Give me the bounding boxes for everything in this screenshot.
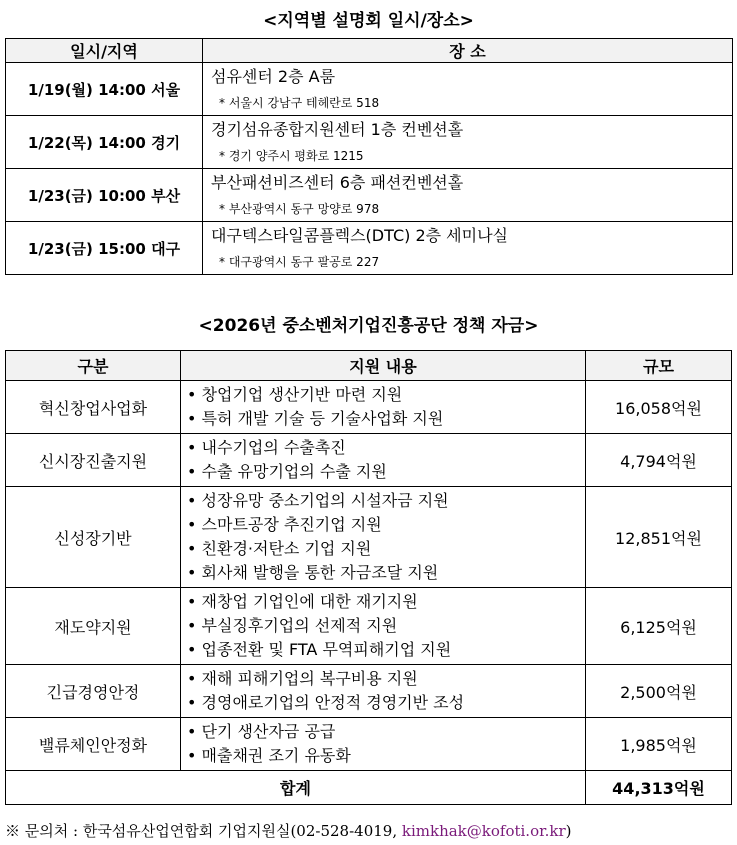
support-item: • 회사채 발행을 통한 자금조달 지원: [187, 561, 585, 585]
fund-category: 혁신창업사업화: [6, 381, 181, 434]
fund-category: 밸류체인안정화: [6, 718, 181, 771]
support-items: [181, 487, 586, 588]
schedule-datetime: 1/23(금) 15:00 대구: [6, 222, 203, 275]
policy-fund-table: [5, 350, 732, 805]
place-name: 부산패션비즈센터 6층 패션컨벤션홀: [211, 173, 464, 192]
support-items: [181, 434, 586, 487]
total-label: 합계: [6, 771, 586, 805]
support-item: • 스마트공장 추진기업 지원: [187, 513, 585, 537]
support-item: • 업종전환 및 FTA 무역피해기업 지원: [187, 638, 585, 662]
schedule-row: [6, 169, 733, 222]
total-amount: 44,313억원: [586, 771, 732, 805]
fund-amount: 2,500억원: [586, 665, 732, 718]
place-name: 경기섬유종합지원센터 1층 컨벤션홀: [211, 120, 464, 139]
support-items: [181, 381, 586, 434]
place-address: * 경기 양주시 평화로 1215: [219, 149, 364, 163]
fund-amount: 16,058억원: [586, 381, 732, 434]
header-amount: 규모: [586, 351, 732, 381]
fund-amount: 1,985억원: [586, 718, 732, 771]
fund-row: [6, 718, 732, 771]
support-item: • 부실징후기업의 선제적 지원: [187, 614, 585, 638]
total-row: [6, 771, 732, 805]
place-name: 섬유센터 2층 A룸: [211, 67, 336, 86]
support-item: • 성장유망 중소기업의 시설자금 지원: [187, 489, 585, 513]
fund-category: 재도약지원: [6, 588, 181, 665]
place-address: * 부산광역시 동구 망양로 978: [219, 202, 380, 216]
header-place: 장 소: [203, 39, 733, 63]
fund-amount: 12,851억원: [586, 487, 732, 588]
fund-amount: 4,794억원: [586, 434, 732, 487]
fund-row: [6, 434, 732, 487]
contact-footer: [5, 820, 572, 841]
schedule-place-cell: [203, 116, 733, 169]
briefing-schedule-table: [5, 38, 733, 275]
support-item: • 특허 개발 기술 등 기술사업화 지원: [187, 407, 585, 431]
support-item: • 매출채권 조기 유동화: [187, 744, 585, 768]
fund-row: [6, 487, 732, 588]
support-items: [181, 665, 586, 718]
contact-email-link[interactable]: kimkhak@kofoti.or.kr: [401, 822, 566, 840]
fund-category: 신시장진출지원: [6, 434, 181, 487]
schedule-place-cell: [203, 222, 733, 275]
place-address: * 대구광역시 동구 팔공로 227: [219, 255, 380, 269]
fund-row: [6, 665, 732, 718]
place-address: * 서울시 강남구 테헤란로 518: [219, 96, 380, 110]
schedule-place-cell: [203, 63, 733, 116]
fund-row: [6, 588, 732, 665]
header-datetime: 일시/지역: [6, 39, 203, 63]
support-items: [181, 718, 586, 771]
schedule-datetime: 1/22(목) 14:00 경기: [6, 116, 203, 169]
support-item: • 경영애로기업의 안정적 경영기반 조성: [187, 691, 585, 715]
schedule-row: [6, 222, 733, 275]
support-item: • 단기 생산자금 공급: [187, 720, 585, 744]
support-item: • 친환경·저탄소 기업 지원: [187, 537, 585, 561]
fund-row: [6, 381, 732, 434]
fund-category: 긴급경영안정: [6, 665, 181, 718]
contact-text: ※ 문의처 : 한국섬유산업연합회 기업지원실(02-528-4019,: [5, 822, 402, 840]
schedule-place-cell: [203, 169, 733, 222]
support-item: • 창업기업 생산기반 마련 지원: [187, 383, 585, 407]
schedule-row: [6, 116, 733, 169]
place-name: 대구텍스타일콤플렉스(DTC) 2층 세미나실: [211, 226, 509, 245]
header-content: 지원 내용: [181, 351, 586, 381]
support-item: • 재해 피해기업의 복구비용 지원: [187, 667, 585, 691]
section2-title: <2026년 중소벤처기업진흥공단 정책 자금>: [198, 316, 539, 336]
schedule-datetime: 1/19(월) 14:00 서울: [6, 63, 203, 116]
section1-title: <지역별 설명회 일시/장소>: [263, 11, 474, 31]
support-item: • 수출 유망기업의 수출 지원: [187, 460, 585, 484]
support-item: • 재창업 기업인에 대한 재기지원: [187, 590, 585, 614]
support-item: • 내수기업의 수출촉진: [187, 436, 585, 460]
header-category: 구분: [6, 351, 181, 381]
schedule-row: [6, 63, 733, 116]
schedule-datetime: 1/23(금) 10:00 부산: [6, 169, 203, 222]
fund-amount: 6,125억원: [586, 588, 732, 665]
support-items: [181, 588, 586, 665]
fund-category: 신성장기반: [6, 487, 181, 588]
contact-close: ): [565, 822, 572, 840]
